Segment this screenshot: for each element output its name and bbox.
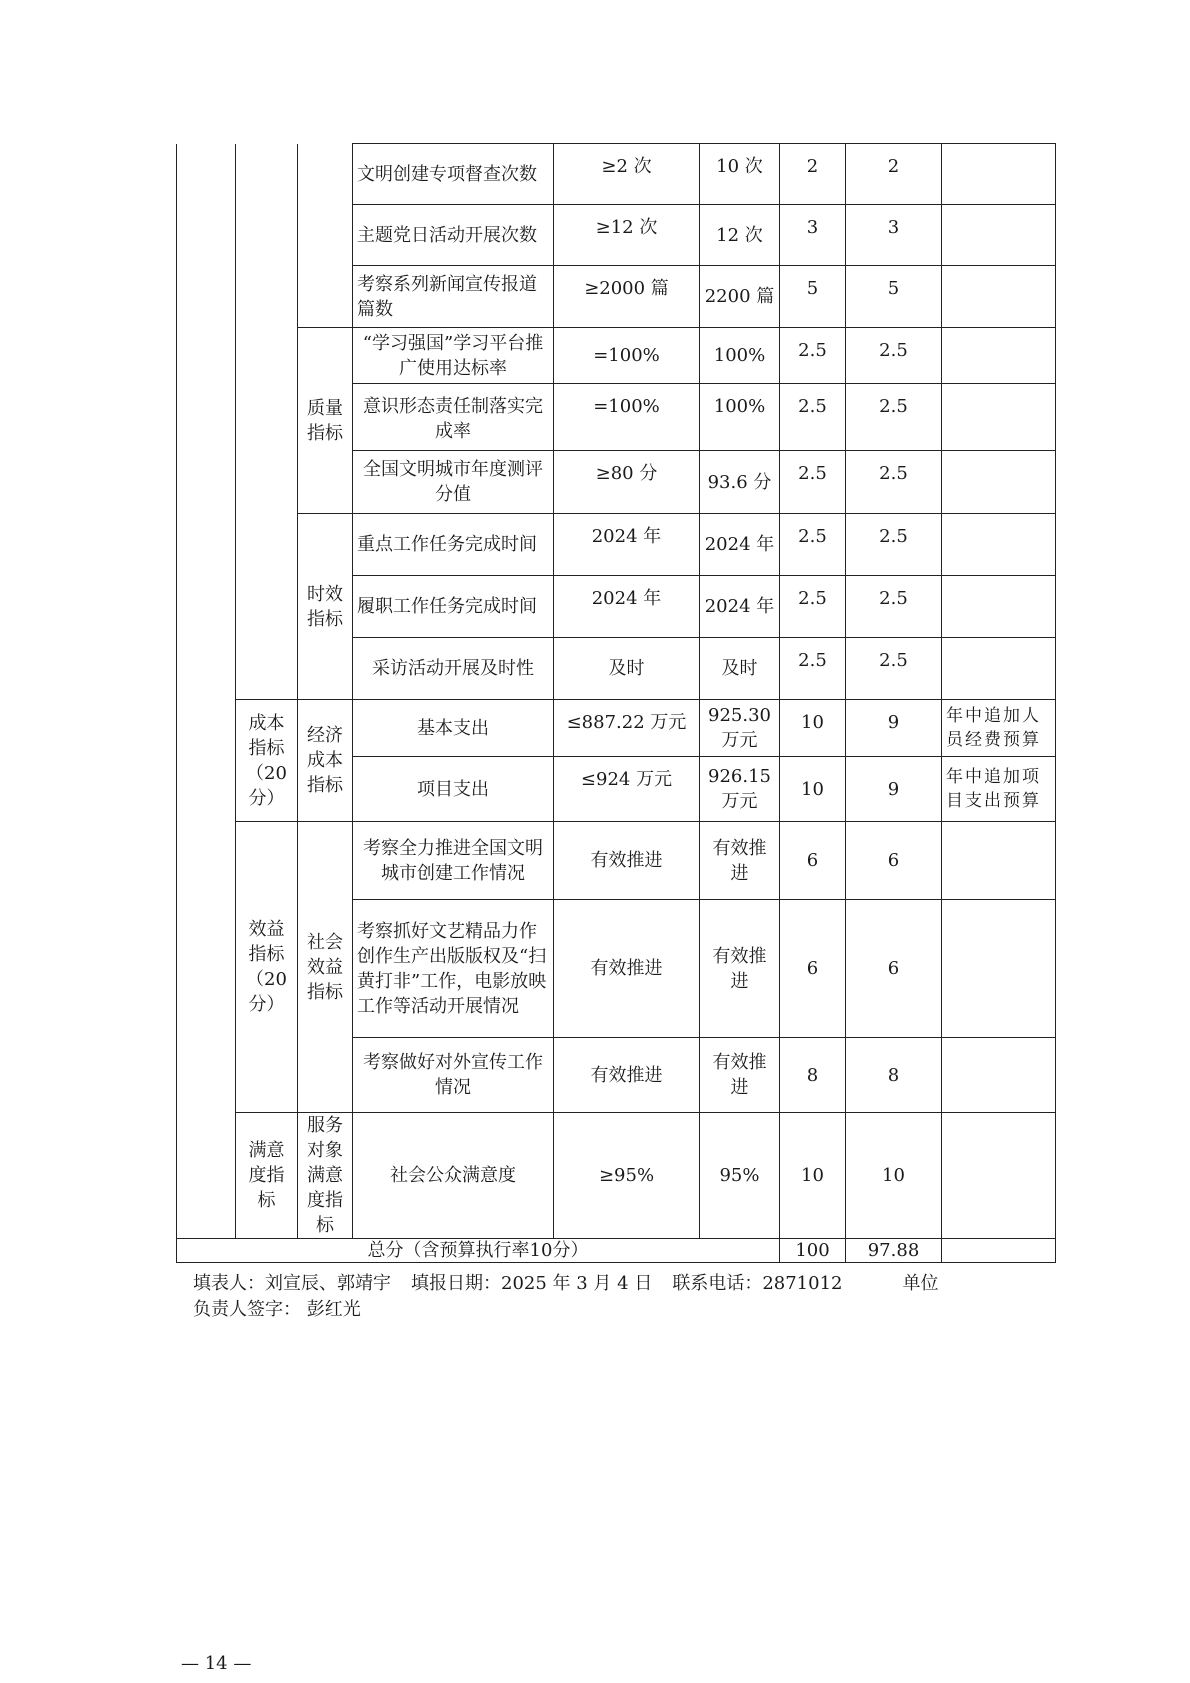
remark-cell — [942, 384, 1056, 451]
weight-cell: 6 — [780, 900, 846, 1038]
score-cell: 2.5 — [846, 451, 942, 514]
footer-line-2 — [193, 1297, 1023, 1323]
satisfaction-indicator-label: 满意度指标 — [236, 1113, 298, 1239]
col1-continued-cell — [177, 144, 236, 700]
social-benefit-label: 社会效益指标 — [298, 822, 353, 1113]
table-row — [177, 822, 1056, 900]
target-cell: 2024 年 — [554, 514, 700, 576]
weight-cell: 2.5 — [780, 576, 846, 638]
score-cell: 8 — [846, 1038, 942, 1113]
indicator-cell: 文明创建专项督查次数 — [353, 144, 554, 205]
col2-continued-cell — [236, 144, 298, 700]
actual-cell: 及时 — [700, 638, 780, 700]
table-row — [177, 700, 1056, 757]
target-cell: ≥95% — [554, 1113, 700, 1239]
benefit-indicator-label: 效益指标（20 分） — [236, 822, 298, 1113]
page-number: — 14 — — [181, 1653, 252, 1674]
filler-name: 填表人：刘宣辰、郭靖宇 — [193, 1273, 391, 1294]
target-cell: ≥2000 篇 — [554, 266, 700, 328]
weight-cell: 2.5 — [780, 451, 846, 514]
col1-continued-cell — [177, 700, 236, 1239]
actual-cell: 2024 年 — [700, 576, 780, 638]
remark-cell — [942, 514, 1056, 576]
remark-cell — [942, 822, 1056, 900]
total-row — [177, 1239, 1056, 1263]
target-cell: =100% — [554, 328, 700, 384]
target-cell: ≥2 次 — [554, 144, 700, 205]
weight-cell: 6 — [780, 822, 846, 900]
score-cell: 2 — [846, 144, 942, 205]
performance-table — [176, 143, 1056, 1263]
target-cell: 有效推进 — [554, 900, 700, 1038]
indicator-cell: 履职工作任务完成时间 — [353, 576, 554, 638]
indicator-cell: 考察做好对外宣传工作情况 — [353, 1038, 554, 1113]
indicator-cell: 意识形态责任制落实完成率 — [353, 384, 554, 451]
remark-cell: 年中追加项目支出预算 — [942, 757, 1056, 822]
actual-cell: 有效推进 — [700, 900, 780, 1038]
target-cell: 及时 — [554, 638, 700, 700]
remark-cell — [942, 451, 1056, 514]
table-row — [177, 1113, 1056, 1239]
fill-date: 填报日期：2025 年 3 月 4 日 — [411, 1273, 653, 1294]
indicator-cell: 社会公众满意度 — [353, 1113, 554, 1239]
weight-cell: 2.5 — [780, 328, 846, 384]
indicator-cell: 采访活动开展及时性 — [353, 638, 554, 700]
total-weight: 100 — [780, 1239, 846, 1263]
score-cell: 2.5 — [846, 384, 942, 451]
score-cell: 2.5 — [846, 328, 942, 384]
remark-cell — [942, 900, 1056, 1038]
weight-cell: 2.5 — [780, 638, 846, 700]
weight-cell: 10 — [780, 757, 846, 822]
indicator-cell: 全国文明城市年度测评分值 — [353, 451, 554, 514]
unit-label: 单位 — [902, 1273, 939, 1294]
remark-cell — [942, 144, 1056, 205]
table-row — [177, 514, 1056, 576]
target-cell: 有效推进 — [554, 1038, 700, 1113]
actual-cell: 926.15 万元 — [700, 757, 780, 822]
score-cell: 9 — [846, 700, 942, 757]
score-cell: 9 — [846, 757, 942, 822]
target-cell: ≤924 万元 — [554, 757, 700, 822]
contact-phone: 联系电话：2871012 — [672, 1273, 843, 1294]
form-footer — [193, 1271, 1023, 1323]
total-score: 97.88 — [846, 1239, 942, 1263]
target-cell: 2024 年 — [554, 576, 700, 638]
cost-indicator-label: 成本指标（20 分） — [236, 700, 298, 822]
quality-indicator-label: 质量指标 — [298, 328, 353, 514]
weight-cell: 2.5 — [780, 514, 846, 576]
col3-continued-cell — [298, 144, 353, 328]
score-cell: 10 — [846, 1113, 942, 1239]
indicator-cell: 重点工作任务完成时间 — [353, 514, 554, 576]
target-cell: ≥12 次 — [554, 205, 700, 266]
weight-cell: 2 — [780, 144, 846, 205]
remark-cell — [942, 205, 1056, 266]
indicator-cell: 考察抓好文艺精品力作创作生产出版版权及“扫黄打非”工作，电影放映工作等活动开展情况 — [353, 900, 554, 1038]
target-cell: =100% — [554, 384, 700, 451]
actual-cell: 95% — [700, 1113, 780, 1239]
indicator-cell: 考察系列新闻宣传报道篇数 — [353, 266, 554, 328]
score-cell: 3 — [846, 205, 942, 266]
table-row — [177, 144, 1056, 205]
remark-cell — [942, 1038, 1056, 1113]
total-remark — [942, 1239, 1056, 1263]
score-cell: 6 — [846, 900, 942, 1038]
actual-cell: 100% — [700, 328, 780, 384]
indicator-cell: 考察全力推进全国文明城市创建工作情况 — [353, 822, 554, 900]
actual-cell: 2024 年 — [700, 514, 780, 576]
actual-cell: 10 次 — [700, 144, 780, 205]
target-cell: ≤887.22 万元 — [554, 700, 700, 757]
actual-cell: 12 次 — [700, 205, 780, 266]
indicator-cell: 基本支出 — [353, 700, 554, 757]
table-row — [177, 328, 1056, 384]
score-cell: 2.5 — [846, 514, 942, 576]
indicator-cell: “学习强国”学习平台推广使用达标率 — [353, 328, 554, 384]
indicator-cell: 项目支出 — [353, 757, 554, 822]
weight-cell: 5 — [780, 266, 846, 328]
score-cell: 2.5 — [846, 638, 942, 700]
score-cell: 2.5 — [846, 576, 942, 638]
actual-cell: 925.30 万元 — [700, 700, 780, 757]
remark-cell: 年中追加人员经费预算 — [942, 700, 1056, 757]
remark-cell — [942, 1113, 1056, 1239]
actual-cell: 100% — [700, 384, 780, 451]
weight-cell: 10 — [780, 700, 846, 757]
actual-cell: 有效推进 — [700, 822, 780, 900]
weight-cell: 10 — [780, 1113, 846, 1239]
remark-cell — [942, 266, 1056, 328]
weight-cell: 8 — [780, 1038, 846, 1113]
weight-cell: 3 — [780, 205, 846, 266]
remark-cell — [942, 576, 1056, 638]
target-cell: 有效推进 — [554, 822, 700, 900]
remark-cell — [942, 638, 1056, 700]
indicator-cell: 主题党日活动开展次数 — [353, 205, 554, 266]
actual-cell: 93.6 分 — [700, 451, 780, 514]
economic-cost-label: 经济成本指标 — [298, 700, 353, 822]
footer-line-1 — [193, 1271, 1023, 1297]
remark-cell — [942, 328, 1056, 384]
weight-cell: 2.5 — [780, 384, 846, 451]
actual-cell: 2200 篇 — [700, 266, 780, 328]
actual-cell: 有效推进 — [700, 1038, 780, 1113]
responsible-signature: 负责人签字： 彭红光 — [193, 1299, 361, 1320]
score-cell: 6 — [846, 822, 942, 900]
timeliness-indicator-label: 时效指标 — [298, 514, 353, 700]
total-label: 总分（含预算执行率10分） — [177, 1239, 780, 1263]
target-cell: ≥80 分 — [554, 451, 700, 514]
service-satisfaction-label: 服务对象满意度指标 — [298, 1113, 353, 1239]
score-cell: 5 — [846, 266, 942, 328]
